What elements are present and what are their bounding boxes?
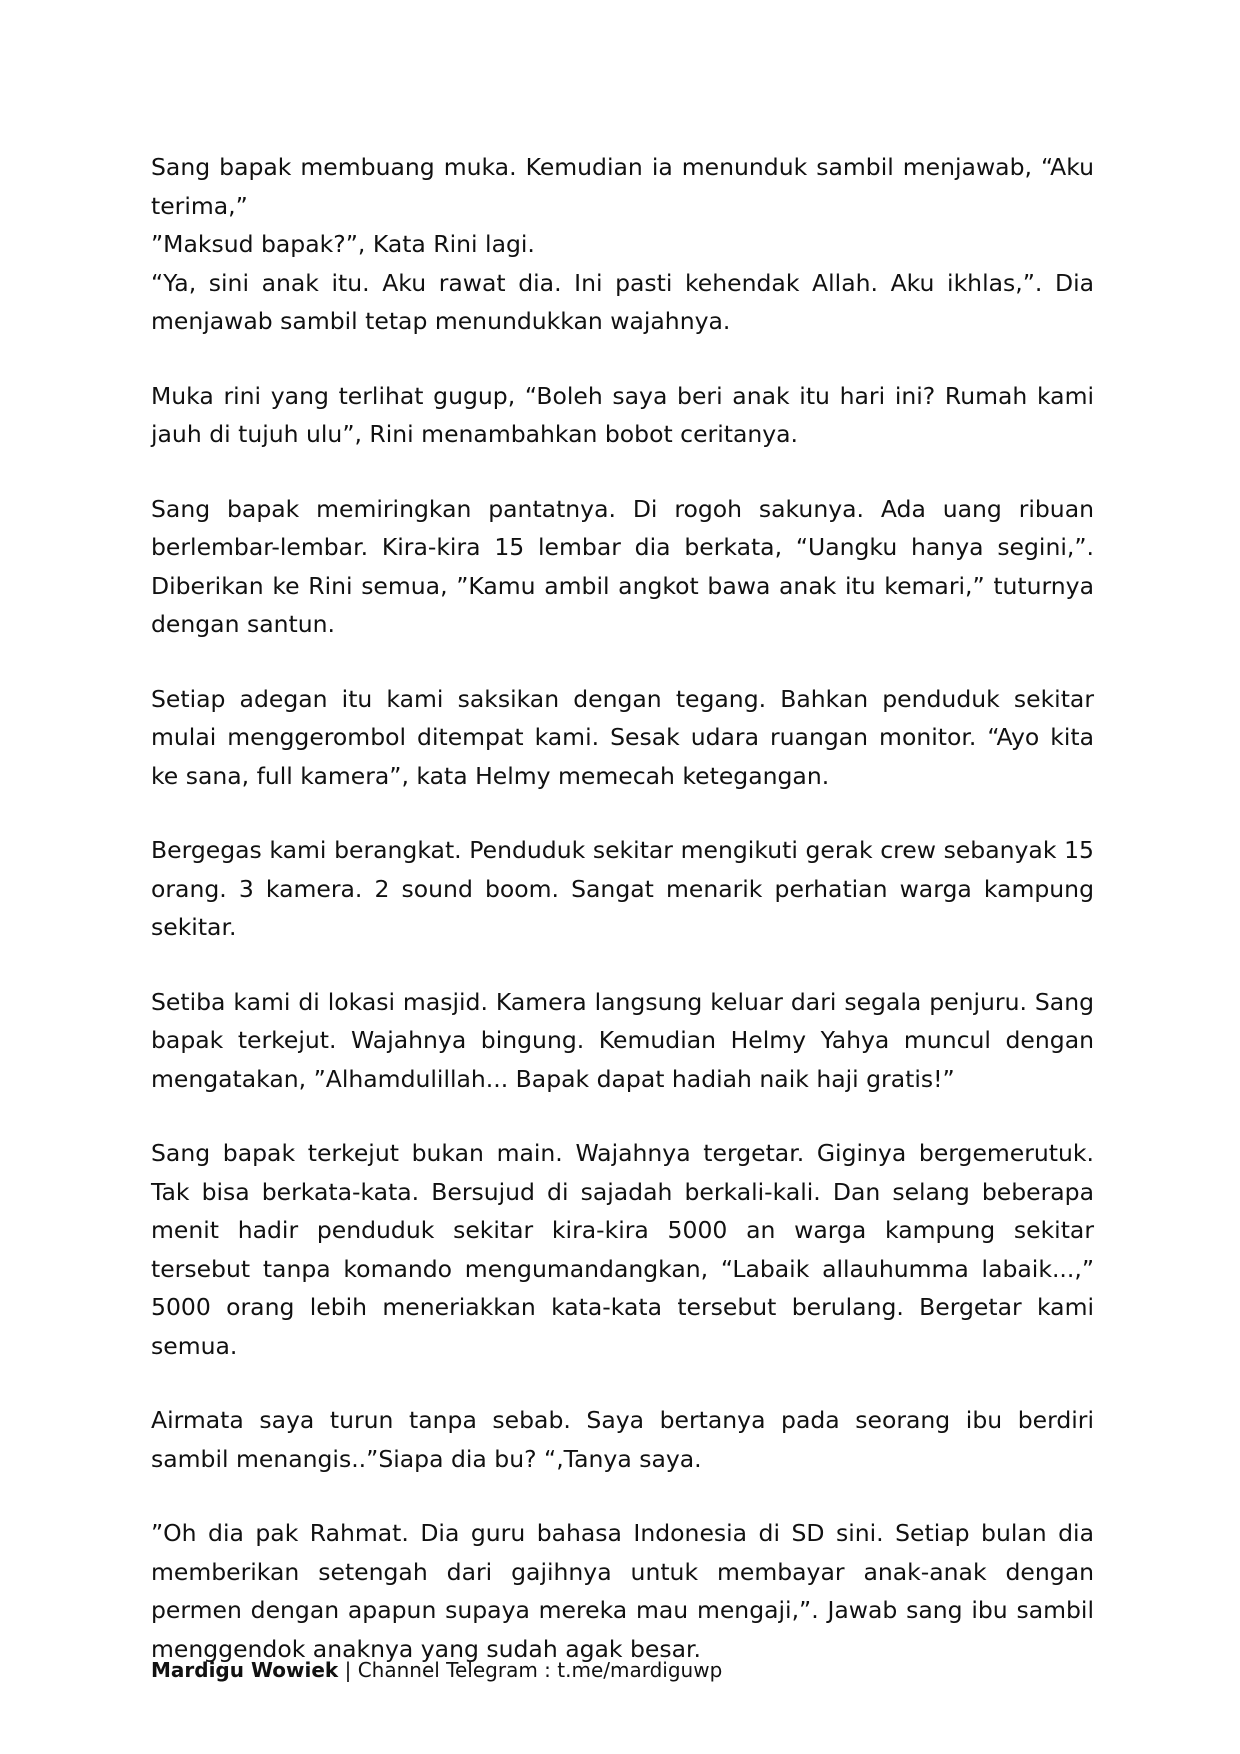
- paragraph: [151, 983, 1094, 1099]
- paragraph: [151, 1134, 1094, 1365]
- paragraph: [151, 680, 1094, 796]
- text-line: Sang bapak membuang muka. Kemudian ia menunduk sambil menjawab, “Aku terima,”: [151, 153, 1094, 220]
- footer-channel: Channel Telegram : t.me/mardiguwp: [357, 1658, 723, 1682]
- document-body: [151, 148, 1094, 1704]
- footer-author: Mardigu Wowiek: [151, 1658, 339, 1682]
- text-line: Sang bapak memiringkan pantatnya. Di rogoh sakunya. Ada uang ribuan berlembar-lembar. Kira-kira 15 lembar dia berkata, “Uangku hanya segini,”. Diberikan ke Rini semua, ”Kamu ambil angkot bawa anak itu kemari,” tuturnya dengan santun.: [151, 494, 1094, 638]
- paragraph: [151, 377, 1094, 454]
- text-line: Setiap adegan itu kami saksikan dengan tegang. Bahkan penduduk sekitar mulai menggerombol ditempat kami. Sesak udara ruangan monitor. “Ayo kita ke sana, full kamera”, kata Helmy memecah ketegangan.: [151, 684, 1094, 790]
- footer-separator: |: [338, 1658, 358, 1682]
- text-line: ”Maksud bapak?”, Kata Rini lagi.: [151, 230, 535, 258]
- text-line: ”Oh dia pak Rahmat. Dia guru bahasa Indonesia di SD sini. Setiap bulan dia memberikan setengah dari gajihnya untuk membayar anak-anak dengan permen dengan apapun supaya mereka mau mengaji,”. Jawab sang ibu sambil menggendok anaknya yang sudah agak besar.: [151, 1519, 1094, 1663]
- text-line: Airmata saya turun tanpa sebab. Saya bertanya pada seorang ibu berdiri sambil menangis..”Siapa dia bu? “,Tanya saya.: [151, 1406, 1094, 1473]
- text-line: Sang bapak terkejut bukan main. Wajahnya tergetar. Giginya bergemerutuk. Tak bisa berkata-kata. Bersujud di sajadah berkali-kali. Dan selang beberapa menit hadir penduduk sekitar kira-kira 5000 an warga kampung sekitar tersebut tanpa komando mengumandangkan, “Labaik allauhumma labaik...,” 5000 orang lebih meneriakkan kata-kata tersebut berulang. Bergetar kami semua.: [151, 1139, 1094, 1360]
- text-line: “Ya, sini anak itu. Aku rawat dia. Ini pasti kehendak Allah. Aku ikhlas,”. Dia menjawab sambil tetap menundukkan wajahnya.: [151, 268, 1094, 335]
- paragraph: [151, 831, 1094, 947]
- paragraph: [151, 148, 1094, 341]
- text-line: Bergegas kami berangkat. Penduduk sekitar mengikuti gerak crew sebanyak 15 orang. 3 kamera. 2 sound boom. Sangat menarik perhatian warga kampung sekitar.: [151, 836, 1094, 941]
- page-footer: [151, 1656, 722, 1684]
- text-line: Muka rini yang terlihat gugup, “Boleh saya beri anak itu hari ini? Rumah kami jauh di tujuh ulu”, Rini menambahkan bobot ceritanya.: [151, 381, 1094, 448]
- text-line: Setiba kami di lokasi masjid. Kamera langsung keluar dari segala penjuru. Sang bapak terkejut. Wajahnya bingung. Kemudian Helmy Yahya muncul dengan mengatakan, ”Alhamdulillah... Bapak dapat hadiah naik haji gratis!”: [151, 987, 1094, 1093]
- paragraph: [151, 1514, 1094, 1668]
- paragraph: [151, 490, 1094, 644]
- paragraph: [151, 1401, 1094, 1478]
